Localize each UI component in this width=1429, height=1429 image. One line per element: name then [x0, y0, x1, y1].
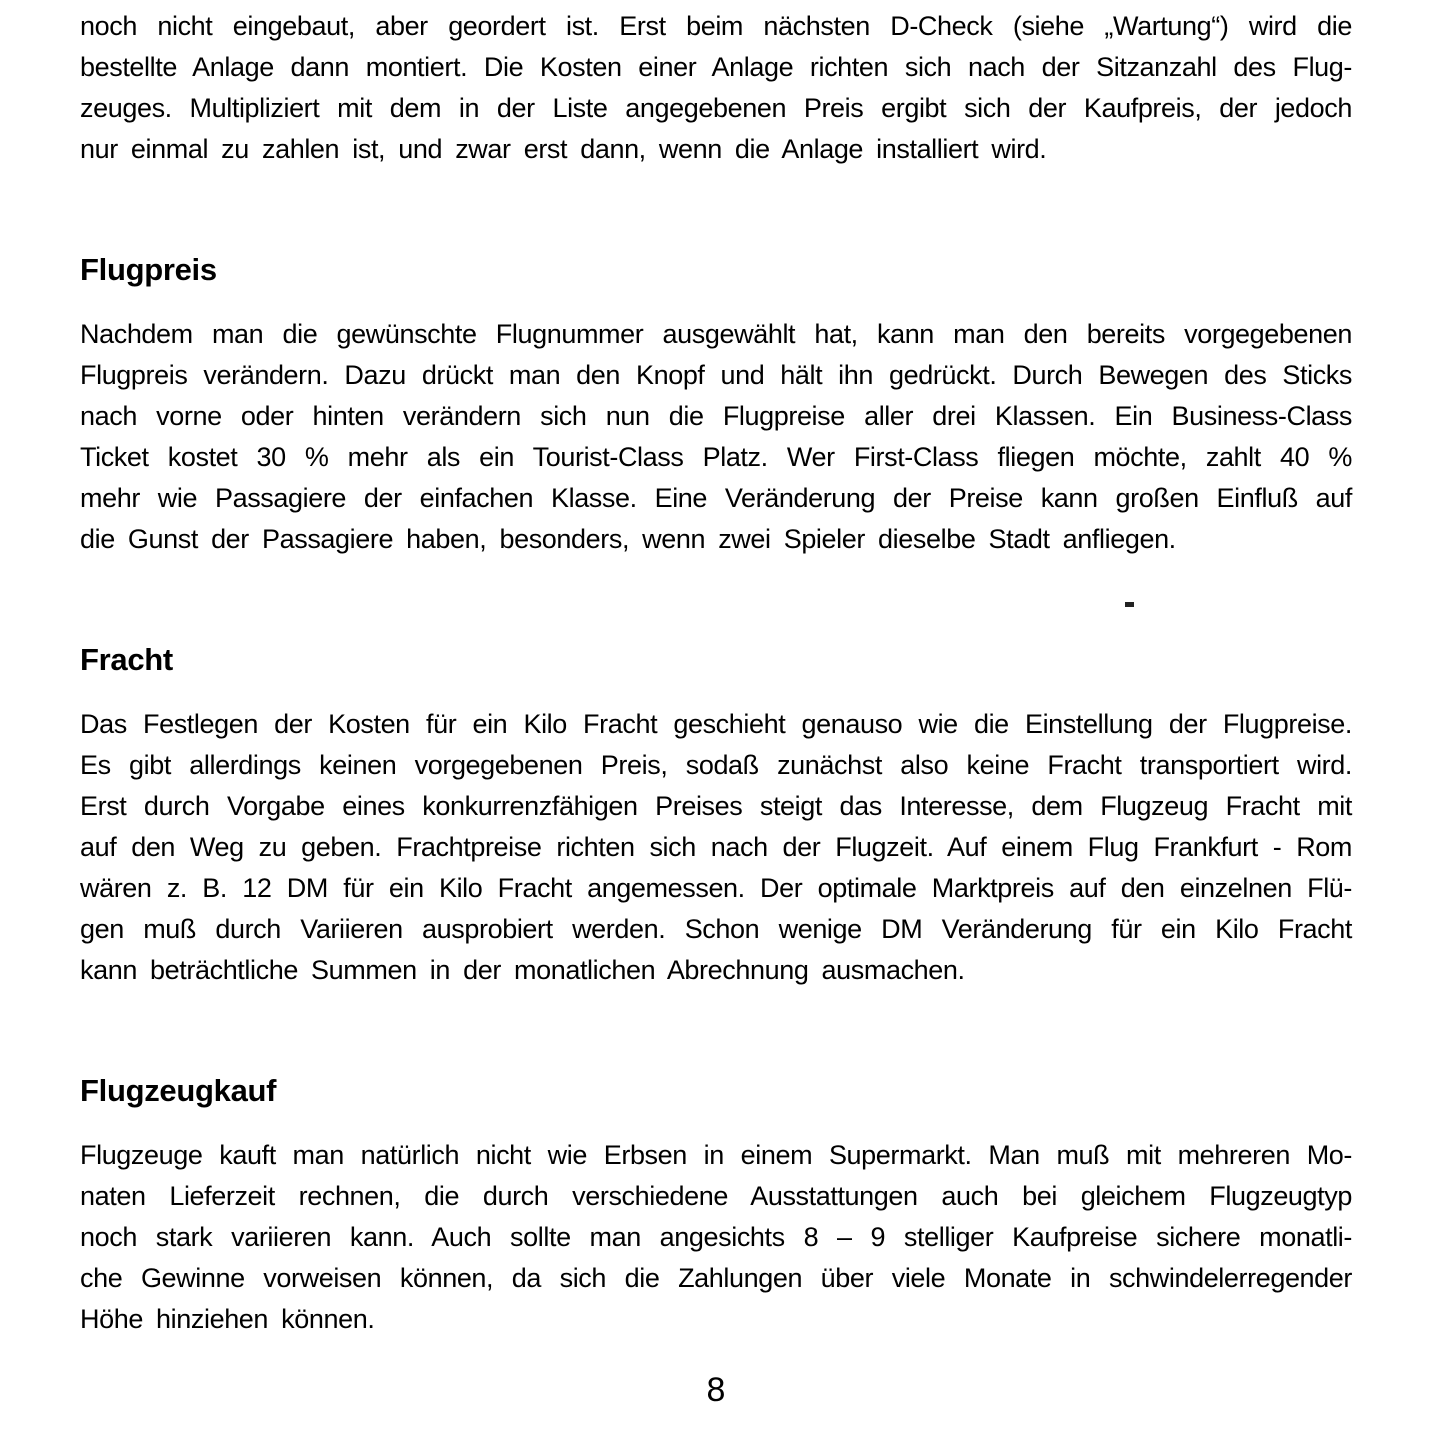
section-flugzeugkauf: [80, 1071, 1352, 1340]
text-line: Flugpreis verändern. Dazu drückt man den Knopf und hält ihn gedrückt. Durch Bewegen des Sticks: [80, 360, 1352, 390]
text-line: nach vorne oder hinten verändern sich nun die Flugpreise aller drei Klassen. Ein Business-Class: [80, 401, 1352, 431]
flugzeugkauf-paragraph: [80, 1135, 1352, 1340]
text-line: auf den Weg zu geben. Frachtpreise richten sich nach der Flugzeit. Auf einem Flug Frankfurt - Rom: [80, 832, 1352, 862]
text-line: Höhe hinziehen können.: [80, 1304, 375, 1334]
text-line: noch stark variieren kann. Auch sollte man angesichts 8 – 9 stelliger Kaufpreise sichere monatli-: [80, 1222, 1352, 1252]
text-line: bestellte Anlage dann montiert. Die Kosten einer Anlage richten sich nach der Sitzanzahl des Flug-: [80, 52, 1352, 82]
section-fracht: [80, 640, 1352, 991]
text-line: gen muß durch Variieren ausprobiert werden. Schon wenige DM Veränderung für ein Kilo Fracht: [80, 914, 1352, 944]
flugpreis-paragraph: [80, 314, 1352, 560]
text-line: mehr wie Passagiere der einfachen Klasse. Eine Veränderung der Preise kann großen Einfluß auf: [80, 483, 1352, 513]
text-line: Ticket kostet 30 % mehr als ein Tourist-Class Platz. Wer First-Class fliegen möchte, zahlt 40 %: [80, 442, 1352, 472]
text-line: naten Lieferzeit rechnen, die durch verschiedene Ausstattungen auch bei gleichem Flugzeugtyp: [80, 1181, 1352, 1211]
page-number: 8: [706, 1371, 726, 1409]
text-line: Nachdem man die gewünschte Flugnummer ausgewählt hat, kann man den bereits vorgegebenen: [80, 319, 1352, 349]
text-line: Flugzeuge kauft man natürlich nicht wie Erbsen in einem Supermarkt. Man muß mit mehreren Mo-: [80, 1140, 1352, 1170]
text-line: Das Festlegen der Kosten für ein Kilo Fracht geschieht genauso wie die Einstellung der Flugpreise.: [80, 709, 1352, 739]
fracht-paragraph: [80, 704, 1352, 991]
text-line: kann beträchtliche Summen in der monatlichen Abrechnung ausmachen.: [80, 955, 965, 985]
section-flugpreis: [80, 250, 1352, 560]
text-line: Erst durch Vorgabe eines konkurrenzfähigen Preises steigt das Interesse, dem Flugzeug Fracht mit: [80, 791, 1352, 821]
text-line: wären z. B. 12 DM für ein Kilo Fracht angemessen. Der optimale Marktpreis auf den einzelnen Flü-: [80, 873, 1352, 903]
flugzeugkauf-heading: Flugzeugkauf: [80, 1073, 277, 1108]
flugpreis-heading: Flugpreis: [80, 252, 217, 287]
text-line: zeuges. Multipliziert mit dem in der Liste angegebenen Preis ergibt sich der Kaufpreis, der jedoch: [80, 93, 1352, 123]
text-line: che Gewinne vorweisen können, da sich die Zahlungen über viele Monate in schwindelerregender: [80, 1263, 1352, 1293]
intro-paragraph: [80, 6, 1352, 170]
scan-artifact-speck: [1125, 602, 1134, 607]
text-line: Es gibt allerdings keinen vorgegebenen Preis, sodaß zunächst also keine Fracht transportiert wird.: [80, 750, 1352, 780]
text-line: noch nicht eingebaut, aber geordert ist. Erst beim nächsten D-Check (siehe „Wartung“) wird die: [80, 11, 1352, 41]
text-line: nur einmal zu zahlen ist, und zwar erst dann, wenn die Anlage installiert wird.: [80, 134, 1047, 164]
text-line: die Gunst der Passagiere haben, besonders, wenn zwei Spieler dieselbe Stadt anfliegen.: [80, 524, 1176, 554]
fracht-heading: Fracht: [80, 642, 173, 677]
